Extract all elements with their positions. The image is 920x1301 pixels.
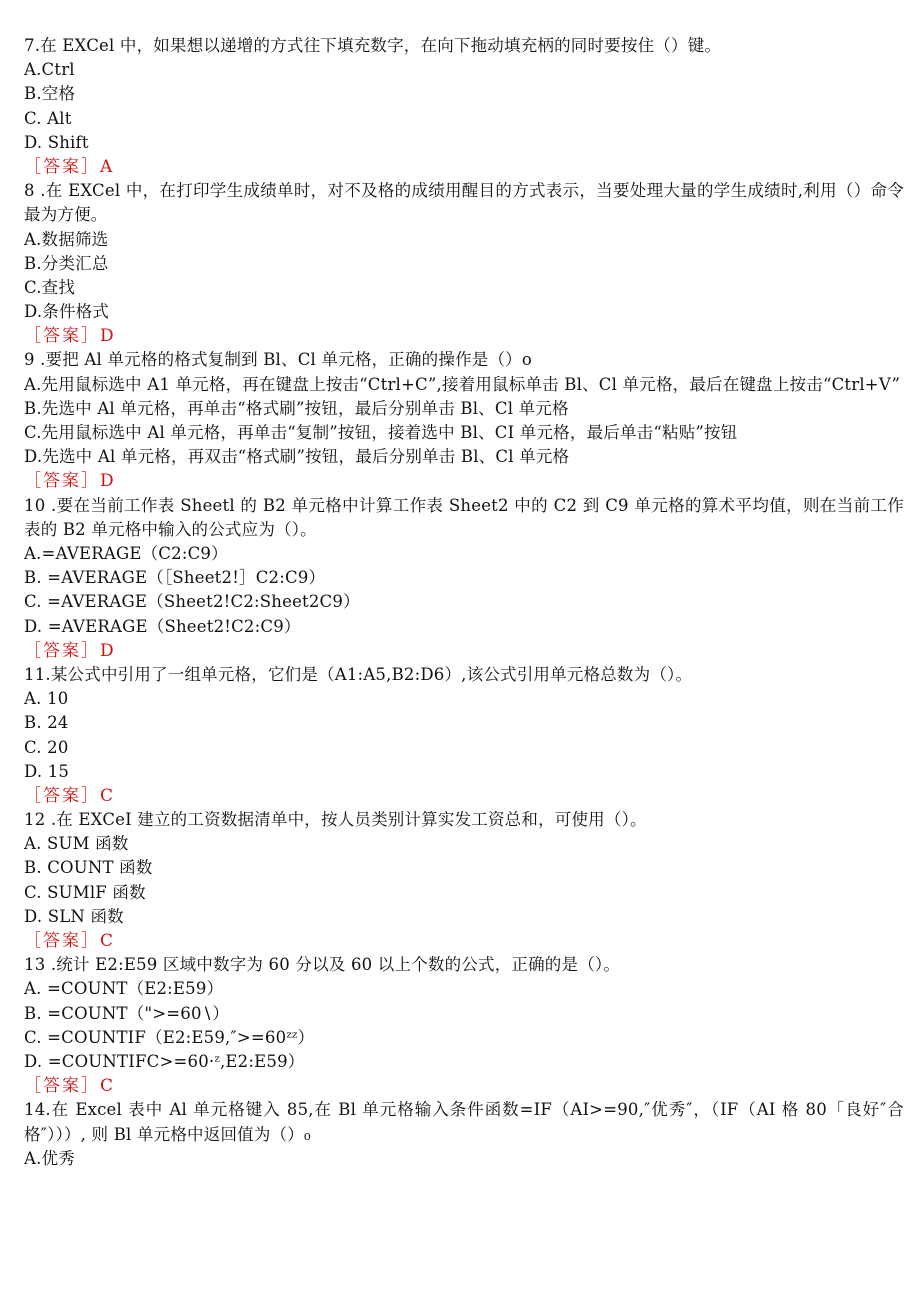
question-7-option-a: A.Ctrl	[24, 60, 75, 80]
question-12-stem: 12 .在 EXCeI 建立的工资数据清单中，按人员类别计算实发工资总和，可使用（）。	[24, 810, 647, 830]
question-10-stem: 10 .要在当前工作表 Sheetl 的 B2 单元格中计算工作表 Sheet2 中的 C2 到 C9 单元格的算术平均值，则在当前工作表的 B2 单元格中输入的公式应为（）。	[24, 495, 904, 539]
question-11-option-c: C. 20	[24, 737, 69, 757]
question-10-option-c: C. =AVERAGE（Sheet2!C2:Sheet2C9）	[24, 592, 360, 612]
question-8-option-c: C.查找	[24, 277, 76, 297]
question-12-answer: ［答案］C	[24, 931, 116, 952]
question-10-option-a: A.=AVERAGE（C2:C9）	[24, 544, 228, 564]
question-7-stem: 7.在 EXCel 中，如果想以递增的方式往下填充数字，在向下拖动填充柄的同时要按住（）键。	[24, 36, 722, 55]
question-11-option-a: A. 10	[24, 689, 69, 709]
question-10-option-b: B. =AVERAGE（［Sheet2!］C2:C9）	[24, 568, 326, 588]
question-12-option-d: D. SLN 函数	[24, 906, 124, 926]
question-7-option-b: B.空格	[24, 84, 76, 104]
question-13-option-d: D. =COUNTIFC>=60·ᶻ,E2:E59）	[24, 1051, 305, 1071]
question-9-option-a: A.先用鼠标选中 A1 单元格，再在键盘上按击“Ctrl+C”,接着用鼠标单击 Bl、Cl 单元格，最后在键盘上按击“Ctrl+V”	[24, 374, 901, 394]
question-11-option-b: B. 24	[24, 713, 69, 733]
question-13-answer: ［答案］C	[24, 1076, 116, 1097]
exam-document	[24, 34, 904, 1171]
question-13-option-a: A. =COUNT（E2:E59）	[24, 979, 224, 999]
question-12-option-c: C. SUMlF 函数	[24, 882, 146, 902]
question-11-answer: ［答案］C	[24, 785, 116, 806]
question-7-answer: ［答案］A	[24, 156, 115, 177]
question-7-option-d: D. Shift	[24, 132, 89, 152]
question-13-stem: 13 .统计 E2:E59 区域中数字为 60 分以及 60 以上个数的公式，正确的是（）。	[24, 955, 621, 975]
question-9-stem: 9 .要把 Al 单元格的格式复制到 Bl、Cl 单元格，正确的操作是（）o	[24, 350, 532, 370]
question-14-stem: 14.在 Excel 表中 Al 单元格键入 85,在 Bl 单元格输入条件函数=IF（AI>=90,″优秀″，（IF（AI 格 80「良好″合格″）））, 则 Bl 单元格中返回值为（）₀	[24, 1100, 904, 1144]
question-8-option-a: A.数据筛选	[24, 229, 109, 249]
question-9-option-d: D.先选中 Al 单元格，再双击“格式刷”按钮，最后分别单击 Bl、Cl 单元格	[24, 447, 570, 467]
question-11-option-d: D. 15	[24, 761, 70, 781]
question-9-option-b: B.先选中 Al 单元格，再单击“格式刷”按钮，最后分别单击 Bl、Cl 单元格	[24, 398, 569, 418]
question-12-option-b: B. COUNT 函数	[24, 858, 153, 878]
question-9-option-c: C.先用鼠标选中 Al 单元格，再单击“复制”按钮，接着选中 Bl、CI 单元格，最后单击“粘贴”按钮	[24, 423, 738, 443]
question-9-answer: ［答案］D	[24, 471, 116, 492]
question-8-answer: ［答案］D	[24, 326, 116, 347]
question-11-stem: 11.某公式中引用了一组单元格，它们是（A1:A5,B2:D6）,该公式引用单元格总数为（）。	[24, 664, 693, 684]
question-13-option-b: B. =COUNT（">=60∖）	[24, 1003, 230, 1023]
question-10-option-d: D. =AVERAGE（Sheet2!C2:C9）	[24, 616, 301, 636]
question-8-option-d: D.条件格式	[24, 302, 110, 322]
question-10-answer: ［答案］D	[24, 640, 116, 661]
question-7-option-c: C. Alt	[24, 108, 72, 128]
question-8-option-b: B.分类汇总	[24, 253, 109, 273]
question-12-option-a: A. SUM 函数	[24, 834, 129, 854]
question-8-stem: 8 .在 EXCel 中，在打印学生成绩单时，对不及格的成绩用醒目的方式表示，当要处理大量的学生成绩时,利用（）命令最为方便。	[24, 181, 904, 225]
question-13-option-c: C. =COUNTIF（E2:E59,″>=60ᶻᶻ）	[24, 1027, 315, 1047]
question-14-option-a: A.优秀	[24, 1148, 75, 1168]
